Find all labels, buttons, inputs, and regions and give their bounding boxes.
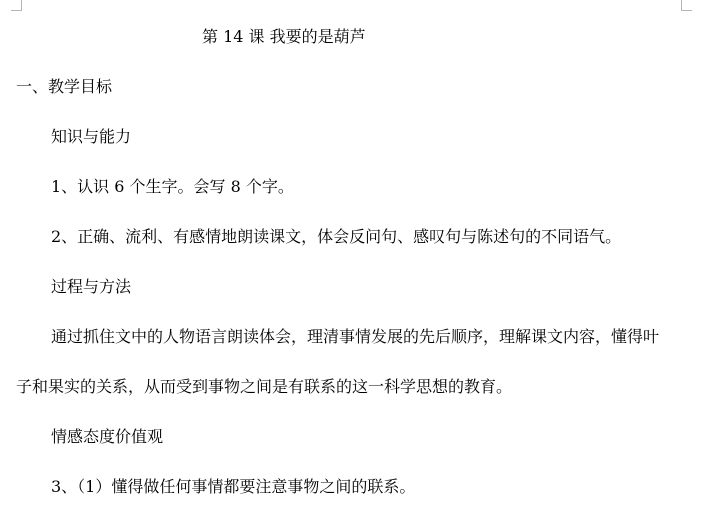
subheading-attitude-values: 情感态度价值观 xyxy=(51,427,164,446)
paragraph-goal-2: 2、正确、流利、有感情地朗读课文，体会反问句、感叹句与陈述句的不同语气。 xyxy=(51,227,622,246)
subheading-process-method: 过程与方法 xyxy=(51,277,132,296)
subheading-knowledge-ability: 知识与能力 xyxy=(51,127,132,146)
paragraph-process-line-2: 子和果实的关系，从而受到事物之间是有联系的这一科学思想的教育。 xyxy=(16,377,513,396)
paragraph-goal-3: 3、（1）懂得做任何事情都要注意事物之间的联系。 xyxy=(51,477,416,496)
lesson-title: 第 14 课 我要的是葫芦 xyxy=(202,27,366,46)
page-corner-mark-right xyxy=(681,0,692,11)
page-corner-mark-left xyxy=(11,0,22,11)
paragraph-process-line-1: 通过抓住文中的人物语言朗读体会，理清事情发展的先后顺序，理解课文内容，懂得叶 xyxy=(51,327,660,346)
paragraph-goal-1: 1、认识 6 个生字。会写 8 个字。 xyxy=(51,177,294,196)
section-heading-teaching-goals: 一、教学目标 xyxy=(16,77,113,96)
